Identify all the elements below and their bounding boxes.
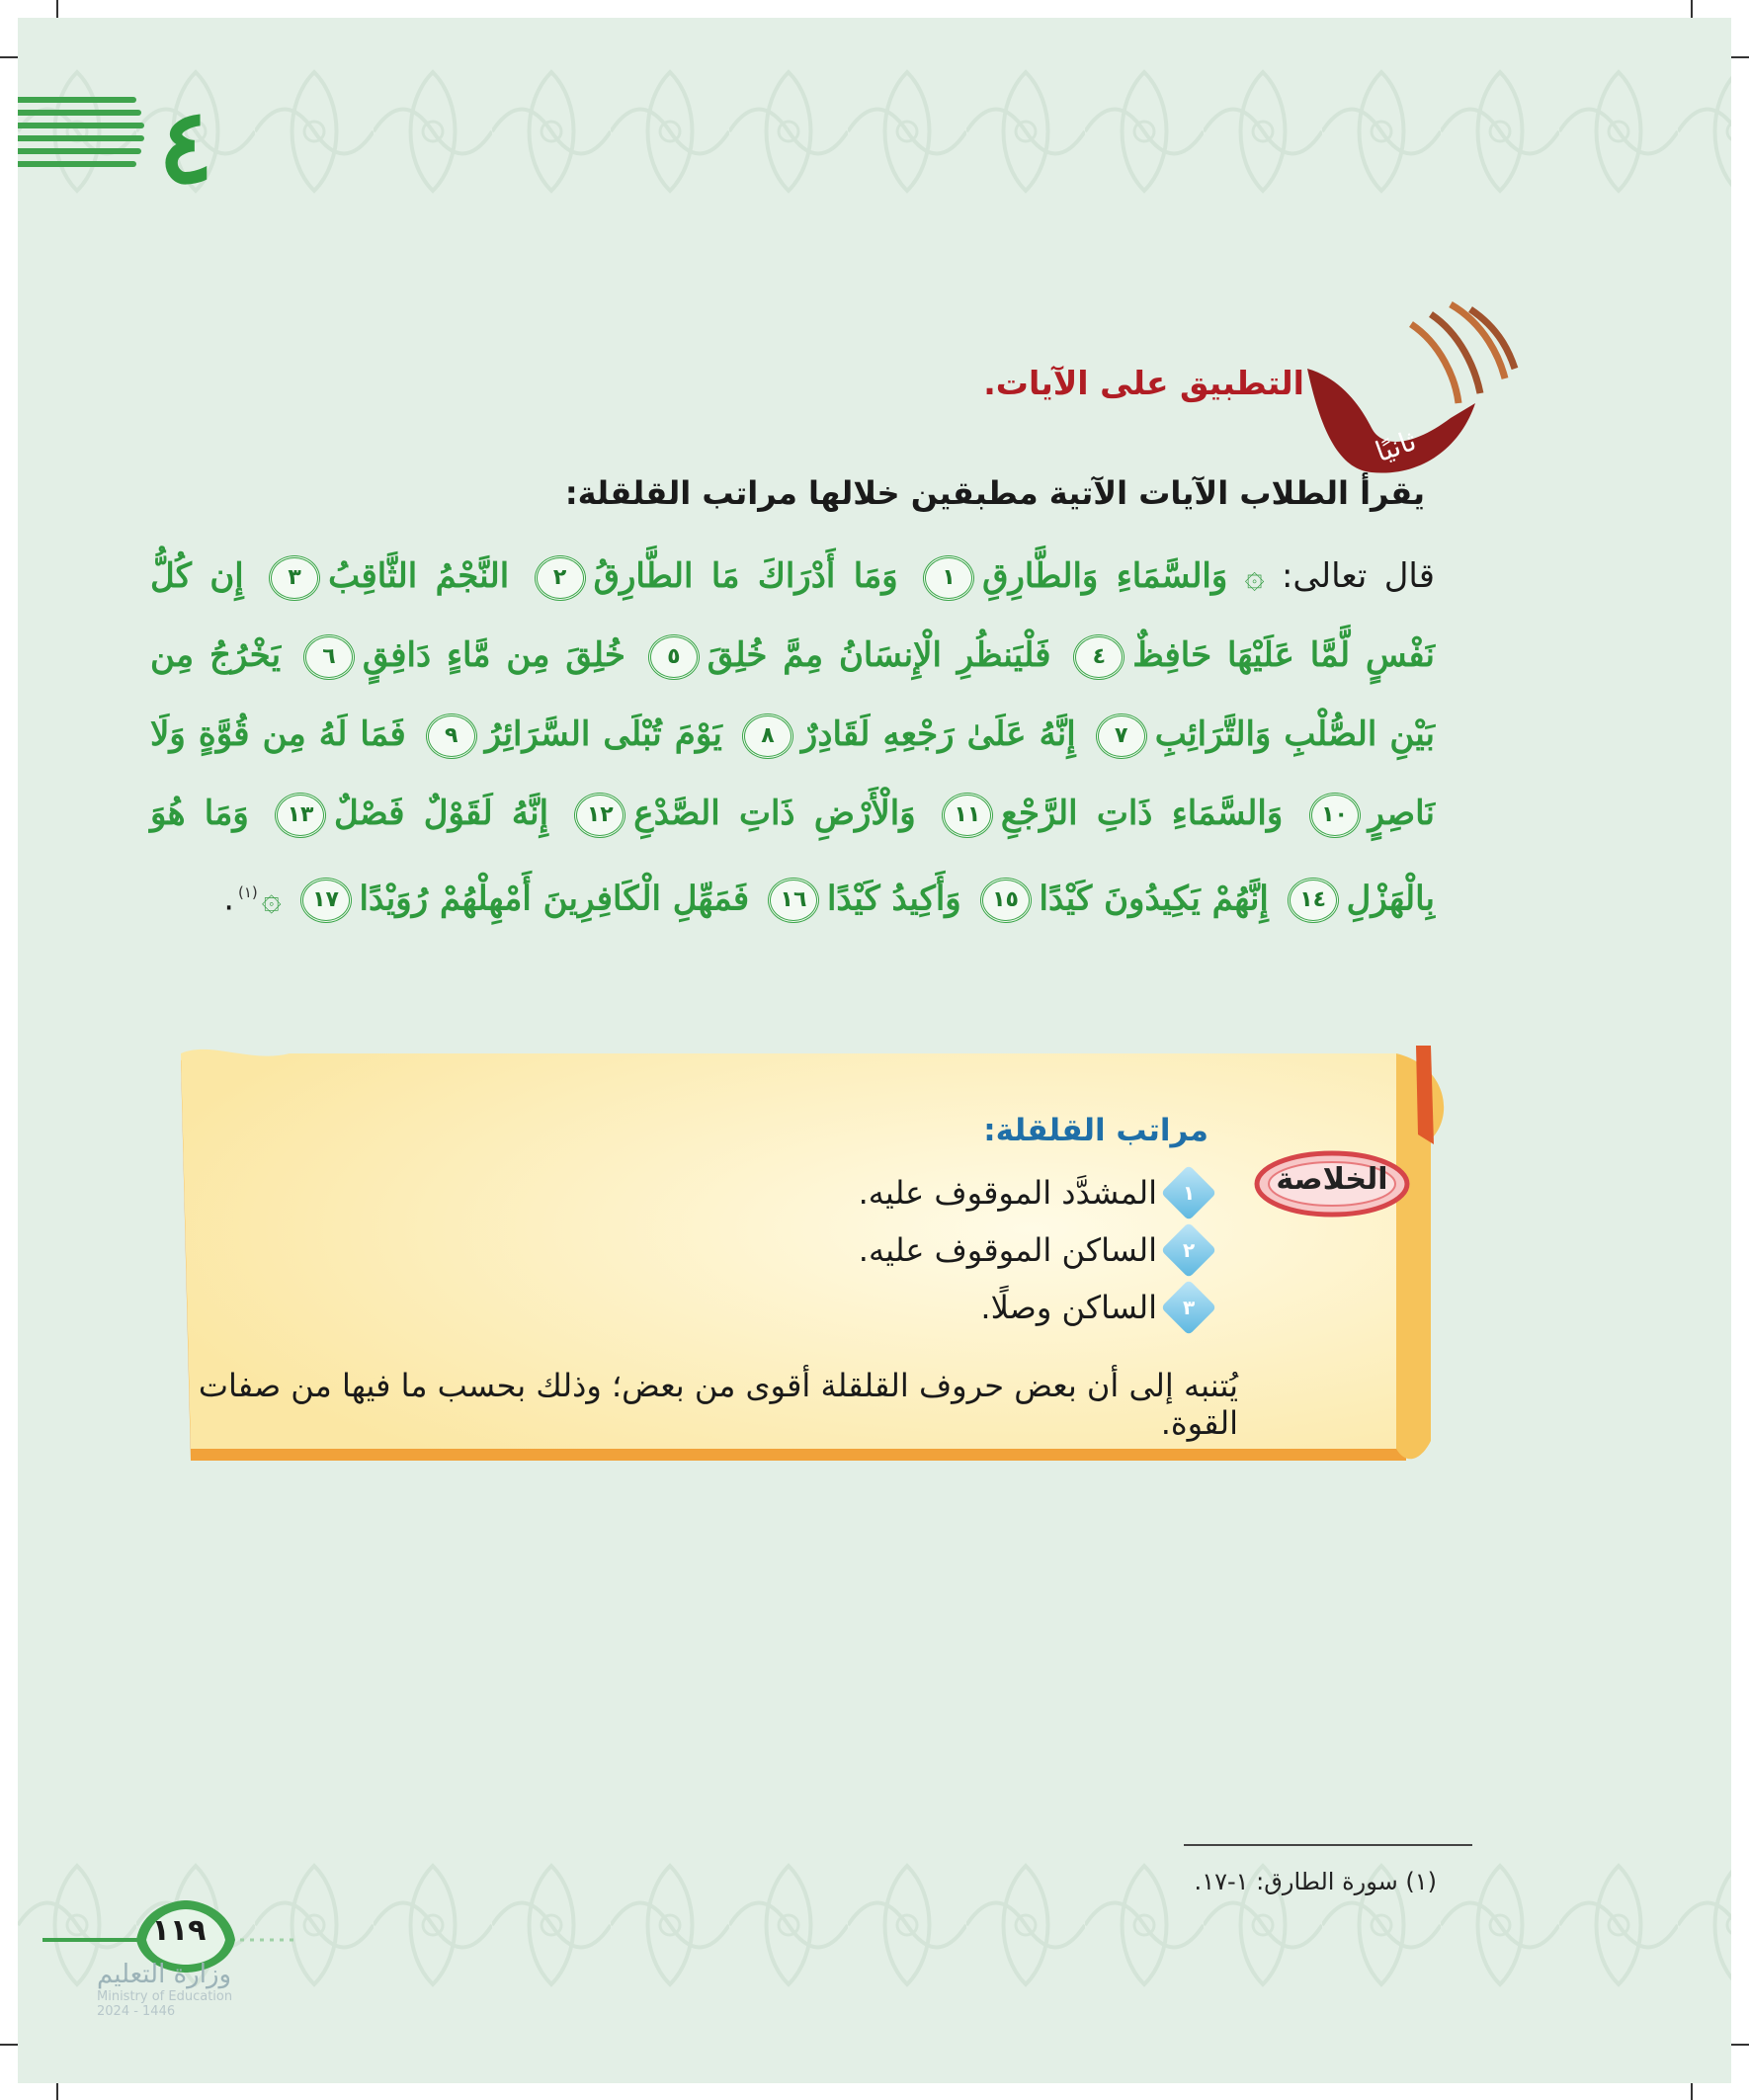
verse-number: ٨ [742,714,793,759]
verse-number: ٦ [303,634,355,680]
list-item [859,1279,1208,1336]
close-ornament: ۞ [261,879,282,919]
verse-number: ١١ [942,793,993,838]
verse-number: ١٦ [768,878,819,923]
verse-text: فَمَهِّلِ الْكَافِرِينَ أَمْهِلْهُمْ رُوَيْدًا [359,879,750,919]
diamond-bullet-icon: ٢ [1161,1222,1217,1279]
verse-text: إِنَّهُ لَقَوْلٌ فَصْلٌ [334,794,549,833]
verse-number: ١٥ [980,878,1032,923]
diamond-bullet-icon: ١ [1161,1165,1217,1221]
list-item-text: المشدَّد الموقوف عليه. [858,1174,1157,1212]
section-badge-icon [1302,299,1530,487]
ministry-logo [97,1960,232,2019]
verse-number: ٩ [426,714,477,759]
list-item [859,1164,1208,1221]
verse-number: ١٠ [1309,793,1361,838]
ministry-name-arabic: وزارة التعليم [97,1960,232,1989]
verse-number: ١٣ [275,793,326,838]
verse-number: ١٤ [1288,878,1339,923]
verse-text: وَمَا أَدْرَاكَ مَا الطَّارِقُ [593,556,898,596]
section-badge-text: ثانيًا [1371,424,1421,469]
top-ornament-band [18,62,1731,207]
summary-label: الخلاصة [1276,1162,1388,1197]
page-number: ١١٩ [151,1913,207,1948]
verse-number: ٥ [648,634,700,680]
verse-number: ٣ [269,555,320,601]
list-item-text: الساكن وصلًا. [980,1289,1157,1326]
verse-number: ٤ [1073,634,1124,680]
diamond-bullet-icon: ٣ [1161,1280,1217,1336]
open-ornament: ۞ [1244,556,1265,596]
verse-end-mark: . [223,879,234,919]
list-item [859,1221,1208,1279]
list-item-text: الساكن الموقوف عليه. [858,1231,1157,1269]
verse-number: ١ [923,555,974,601]
summary-heading: مراتب القلقلة: [983,1113,1208,1148]
verse-text: إِن كُلُّ نَفْسٍ لَّمَّا عَلَيْهَا حَافِظٌ [150,556,1435,675]
verse-text: يَخْرُجُ مِن بَيْنِ الصُّلْبِ وَالتَّرَائِبِ [150,635,1435,754]
chapter-stripes [18,97,144,174]
ministry-name-english: Ministry of Education [97,1989,233,2004]
page [18,18,1731,2083]
section-title: التطبيق على الآيات. [983,364,1304,402]
footnote-divider [1184,1844,1472,1846]
quran-verses [150,537,1435,938]
verse-text: يَوْمَ تُبْلَى السَّرَائِرُ [484,714,722,754]
section-intro: يقرأ الطلاب الآيات الآتية مطبقين خلالها مراتب القلقلة: [564,474,1425,512]
chapter-number: ٤ [158,85,213,207]
verse-text: وَالسَّمَاءِ ذَاتِ الرَّجْعِ [1000,794,1284,833]
summary-note: يُتنبه إلى أن بعض حروف القلقلة أقوى من بعض؛ وذلك بحسب ما فيها من صفات القوة. [198,1367,1238,1442]
verse-text: إِنَّهُ عَلَىٰ رَجْعِهِ لَقَادِرٌ [800,714,1076,754]
verse-number: ١٢ [574,793,625,838]
verse-number: ٢ [535,555,586,601]
footnote-reference: (١) [238,883,258,901]
summary-list [859,1164,1208,1336]
verse-text: وَالْأَرْضِ ذَاتِ الصَّدْعِ [633,794,916,833]
footnote: (١) سورة الطارق: ١-١٧. [1194,1868,1437,1895]
verse-lead: قال تعالى: [1281,556,1436,596]
verse-number: ١٧ [300,878,352,923]
verse-text: إِنَّهُمْ يَكِيدُونَ كَيْدًا [1039,879,1269,919]
verse-text: خُلِقَ مِن مَّاءٍ دَافِقٍ [362,635,625,675]
verse-text: فَمَا لَهُ مِن قُوَّةٍ وَلَا نَاصِرٍ [150,714,1435,833]
verse-text: وَمَا هُوَ بِالْهَزْلِ [150,794,1435,919]
summary-box [171,1046,1475,1470]
verse-text: وَأَكِيدُ كَيْدًا [826,879,961,919]
ministry-year: 2024 - 1446 [97,2004,176,2019]
verse-text: فَلْيَنظُرِ الْإِنسَانُ مِمَّ خُلِقَ [707,635,1051,675]
verse-text: النَّجْمُ الثَّاقِبُ [328,556,510,596]
verse-text: وَالسَّمَاءِ وَالطَّارِقِ [982,556,1228,596]
verse-number: ٧ [1096,714,1147,759]
